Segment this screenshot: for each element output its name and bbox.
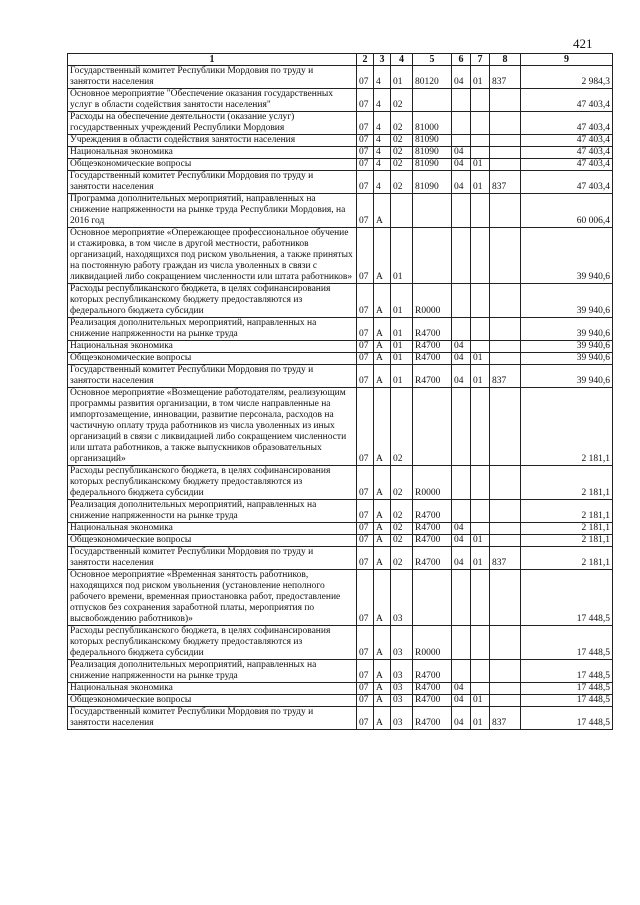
code-cell: 01	[471, 535, 490, 547]
code-cell: 81090	[413, 147, 452, 159]
code-cell: 02	[391, 388, 413, 466]
code-cell: R4700	[413, 500, 452, 523]
code-cell	[452, 500, 471, 523]
code-cell	[471, 660, 490, 683]
row-name-cell: Реализация дополнительных мероприятий, направленных на снижение напряженности на рынке труда	[68, 660, 357, 683]
code-cell	[471, 683, 490, 695]
code-cell	[452, 228, 471, 284]
code-cell: 04	[452, 66, 471, 89]
code-cell: 04	[452, 171, 471, 194]
code-cell: 07	[357, 535, 374, 547]
table-row	[68, 547, 613, 570]
code-cell: R4700	[413, 365, 452, 388]
table-row	[68, 365, 613, 388]
code-cell	[452, 570, 471, 626]
code-cell: А	[374, 388, 391, 466]
code-cell	[490, 353, 521, 365]
amount-cell: 39 940,6	[521, 341, 613, 353]
code-cell: 07	[357, 626, 374, 660]
amount-cell: 2 181,1	[521, 523, 613, 535]
code-cell	[490, 228, 521, 284]
amount-cell: 17 448,5	[521, 707, 613, 730]
code-cell: 04	[452, 353, 471, 365]
row-name-cell: Расходы республиканского бюджета, в целях софинансирования которых республиканскому бюджету предоставляются из федерального бюджета субсидии	[68, 284, 357, 318]
code-cell: 81090	[413, 171, 452, 194]
code-cell: 07	[357, 365, 374, 388]
code-cell: 02	[391, 171, 413, 194]
code-cell	[490, 388, 521, 466]
code-cell: R4700	[413, 318, 452, 341]
column-header-6: 6	[452, 54, 471, 66]
code-cell	[471, 228, 490, 284]
amount-cell: 39 940,6	[521, 353, 613, 365]
amount-cell: 47 403,4	[521, 159, 613, 171]
code-cell: 07	[357, 318, 374, 341]
amount-cell: 47 403,4	[521, 89, 613, 112]
code-cell: А	[374, 365, 391, 388]
table-row	[68, 353, 613, 365]
code-cell: 02	[391, 547, 413, 570]
row-name-cell: Общеэкономические вопросы	[68, 159, 357, 171]
code-cell: 04	[452, 695, 471, 707]
code-cell	[452, 284, 471, 318]
code-cell: 81000	[413, 112, 452, 135]
code-cell	[490, 135, 521, 147]
amount-cell: 2 181,1	[521, 466, 613, 500]
code-cell: R4700	[413, 707, 452, 730]
row-name-cell: Реализация дополнительных мероприятий, направленных на снижение напряженности на рынке труда	[68, 500, 357, 523]
code-cell	[490, 194, 521, 228]
code-cell: R4700	[413, 535, 452, 547]
amount-cell: 60 006,4	[521, 194, 613, 228]
code-cell: 01	[471, 66, 490, 89]
code-cell: 01	[471, 353, 490, 365]
row-name-cell: Расходы республиканского бюджета, в целях софинансирования которых республиканскому бюджету предоставляются из федерального бюджета субсидии	[68, 466, 357, 500]
code-cell: 4	[374, 112, 391, 135]
table-body	[68, 66, 613, 730]
code-cell: R4700	[413, 547, 452, 570]
code-cell: R4700	[413, 683, 452, 695]
column-header-9: 9	[521, 54, 613, 66]
code-cell: 4	[374, 147, 391, 159]
code-cell: 07	[357, 171, 374, 194]
code-cell: 04	[452, 365, 471, 388]
code-cell	[490, 695, 521, 707]
code-cell: 07	[357, 353, 374, 365]
code-cell: 01	[391, 365, 413, 388]
code-cell	[490, 683, 521, 695]
amount-cell: 47 403,4	[521, 135, 613, 147]
code-cell: А	[374, 318, 391, 341]
code-cell	[471, 388, 490, 466]
code-cell: 07	[357, 194, 374, 228]
amount-cell: 17 448,5	[521, 660, 613, 683]
table-row	[68, 135, 613, 147]
code-cell	[413, 194, 452, 228]
table-row	[68, 228, 613, 284]
code-cell: А	[374, 284, 391, 318]
column-header-1: 1	[68, 54, 357, 66]
code-cell: 07	[357, 660, 374, 683]
table-row	[68, 683, 613, 695]
row-name-cell: Основное мероприятие «Возмещение работодателям, реализующим программы развития организации, в том числе направленные на импортозамещение, инновации, развитие персонала, расходов на частичную оплату труда работников из числа уволенных из иных организаций в связи с ликвидацией либо сокращением численности или штата работников, а также выпускников образовательных организаций»	[68, 388, 357, 466]
code-cell: 81090	[413, 135, 452, 147]
amount-cell: 2 181,1	[521, 535, 613, 547]
table-row	[68, 707, 613, 730]
code-cell	[413, 388, 452, 466]
code-cell: 07	[357, 500, 374, 523]
amount-cell: 17 448,5	[521, 695, 613, 707]
row-name-cell: Государственный комитет Республики Мордовия по труду и занятости населения	[68, 171, 357, 194]
amount-cell: 39 940,6	[521, 365, 613, 388]
code-cell: А	[374, 695, 391, 707]
code-cell: R4700	[413, 341, 452, 353]
code-cell: 01	[391, 284, 413, 318]
code-cell: 04	[452, 707, 471, 730]
code-cell: 07	[357, 112, 374, 135]
code-cell	[471, 500, 490, 523]
code-cell: 4	[374, 89, 391, 112]
code-cell	[452, 89, 471, 112]
amount-cell: 2 181,1	[521, 388, 613, 466]
code-cell: 07	[357, 341, 374, 353]
code-cell	[471, 523, 490, 535]
code-cell: А	[374, 535, 391, 547]
table-row	[68, 159, 613, 171]
page-number: 421	[573, 36, 593, 51]
code-cell: 07	[357, 547, 374, 570]
table-header-row	[68, 54, 613, 66]
column-header-4: 4	[391, 54, 413, 66]
row-name-cell: Реализация дополнительных мероприятий, направленных на снижение напряженности на рынке труда	[68, 318, 357, 341]
code-cell: 01	[471, 171, 490, 194]
code-cell: 837	[490, 365, 521, 388]
column-header-2: 2	[357, 54, 374, 66]
code-cell	[471, 112, 490, 135]
code-cell: 04	[452, 159, 471, 171]
code-cell: 07	[357, 147, 374, 159]
code-cell	[471, 284, 490, 318]
code-cell: 01	[471, 695, 490, 707]
code-cell: 01	[471, 159, 490, 171]
amount-cell: 47 403,4	[521, 112, 613, 135]
code-cell: 01	[471, 707, 490, 730]
code-cell: 03	[391, 660, 413, 683]
amount-cell: 39 940,6	[521, 318, 613, 341]
code-cell: А	[374, 500, 391, 523]
code-cell: 80120	[413, 66, 452, 89]
code-cell: 01	[391, 318, 413, 341]
code-cell: 02	[391, 535, 413, 547]
column-header-5: 5	[413, 54, 452, 66]
code-cell	[471, 194, 490, 228]
code-cell: R0000	[413, 626, 452, 660]
table-row	[68, 112, 613, 135]
code-cell	[452, 318, 471, 341]
code-cell: 07	[357, 89, 374, 112]
code-cell: А	[374, 466, 391, 500]
code-cell: 4	[374, 171, 391, 194]
code-cell	[490, 535, 521, 547]
code-cell	[490, 89, 521, 112]
code-cell	[490, 466, 521, 500]
code-cell: R4700	[413, 695, 452, 707]
code-cell: 04	[452, 683, 471, 695]
row-name-cell: Государственный комитет Республики Мордовия по труду и занятости населения	[68, 547, 357, 570]
amount-cell: 17 448,5	[521, 570, 613, 626]
code-cell: 03	[391, 695, 413, 707]
code-cell	[452, 194, 471, 228]
code-cell: 02	[391, 89, 413, 112]
code-cell: 07	[357, 66, 374, 89]
table-row	[68, 500, 613, 523]
code-cell: 03	[391, 683, 413, 695]
code-cell: 04	[452, 535, 471, 547]
row-name-cell: Основное мероприятие «Опережающее профессиональное обучение и стажировка, в том числе в другой местности, работников организаций, находящихся под риском увольнения, а также принятых на постоянную работу граждан из числа уволенных в связи с ликвидацией либо сокращением численности или штата работников»	[68, 228, 357, 284]
code-cell	[490, 626, 521, 660]
row-name-cell: Национальная экономика	[68, 523, 357, 535]
code-cell: 837	[490, 66, 521, 89]
row-name-cell: Основное мероприятие "Обеспечение оказания государственных услуг в области содействия занятости населения"	[68, 89, 357, 112]
code-cell: А	[374, 353, 391, 365]
table-row	[68, 171, 613, 194]
code-cell: 02	[391, 523, 413, 535]
code-cell: R0000	[413, 466, 452, 500]
code-cell: R4700	[413, 353, 452, 365]
code-cell	[391, 194, 413, 228]
code-cell: 03	[391, 707, 413, 730]
table-row	[68, 318, 613, 341]
amount-cell: 2 181,1	[521, 547, 613, 570]
code-cell: А	[374, 523, 391, 535]
code-cell: 07	[357, 570, 374, 626]
code-cell: 02	[391, 147, 413, 159]
code-cell: 07	[357, 707, 374, 730]
amount-cell: 47 403,4	[521, 171, 613, 194]
code-cell: 02	[391, 135, 413, 147]
code-cell: 07	[357, 284, 374, 318]
code-cell	[490, 500, 521, 523]
code-cell	[413, 570, 452, 626]
row-name-cell: Национальная экономика	[68, 147, 357, 159]
code-cell	[471, 570, 490, 626]
code-cell	[452, 112, 471, 135]
code-cell: 02	[391, 466, 413, 500]
code-cell: А	[374, 194, 391, 228]
table-row	[68, 388, 613, 466]
code-cell	[490, 159, 521, 171]
code-cell: А	[374, 683, 391, 695]
code-cell: 07	[357, 683, 374, 695]
code-cell	[471, 135, 490, 147]
code-cell	[471, 89, 490, 112]
code-cell	[413, 228, 452, 284]
row-name-cell: Общеэкономические вопросы	[68, 695, 357, 707]
code-cell: 07	[357, 388, 374, 466]
table-row	[68, 695, 613, 707]
code-cell	[471, 341, 490, 353]
table-row	[68, 89, 613, 112]
code-cell: А	[374, 660, 391, 683]
table-row	[68, 535, 613, 547]
code-cell	[490, 570, 521, 626]
code-cell: 01	[391, 341, 413, 353]
code-cell: 04	[452, 147, 471, 159]
code-cell: А	[374, 228, 391, 284]
amount-cell: 2 984,3	[521, 66, 613, 89]
amount-cell: 17 448,5	[521, 683, 613, 695]
table-row	[68, 66, 613, 89]
amount-cell: 2 181,1	[521, 500, 613, 523]
code-cell	[452, 626, 471, 660]
column-header-8: 8	[490, 54, 521, 66]
code-cell: 07	[357, 135, 374, 147]
code-cell: 4	[374, 135, 391, 147]
amount-cell: 17 448,5	[521, 626, 613, 660]
code-cell: 837	[490, 707, 521, 730]
code-cell: 837	[490, 547, 521, 570]
table-row	[68, 194, 613, 228]
code-cell	[490, 660, 521, 683]
code-cell: 07	[357, 695, 374, 707]
code-cell	[452, 660, 471, 683]
code-cell: 01	[391, 353, 413, 365]
code-cell: А	[374, 707, 391, 730]
row-name-cell: Учреждения в области содействия занятости населения	[68, 135, 357, 147]
code-cell	[490, 523, 521, 535]
code-cell: 4	[374, 66, 391, 89]
code-cell	[490, 147, 521, 159]
code-cell: 837	[490, 171, 521, 194]
code-cell: 01	[391, 228, 413, 284]
code-cell: А	[374, 341, 391, 353]
code-cell	[471, 466, 490, 500]
table-row	[68, 341, 613, 353]
row-name-cell: Расходы на обеспечение деятельности (оказание услуг) государственных учреждений Республики Мордовия	[68, 112, 357, 135]
column-header-3: 3	[374, 54, 391, 66]
row-name-cell: Общеэкономические вопросы	[68, 353, 357, 365]
code-cell: 03	[391, 626, 413, 660]
code-cell: R4700	[413, 523, 452, 535]
code-cell	[490, 284, 521, 318]
code-cell: 01	[391, 66, 413, 89]
table-row	[68, 147, 613, 159]
budget-table	[67, 53, 613, 730]
code-cell: 07	[357, 159, 374, 171]
code-cell: 81090	[413, 159, 452, 171]
table-row	[68, 466, 613, 500]
code-cell: 07	[357, 228, 374, 284]
code-cell: А	[374, 570, 391, 626]
code-cell	[471, 318, 490, 341]
code-cell: R4700	[413, 660, 452, 683]
code-cell: 4	[374, 159, 391, 171]
code-cell	[452, 388, 471, 466]
column-header-7: 7	[471, 54, 490, 66]
code-cell	[490, 318, 521, 341]
code-cell: 02	[391, 159, 413, 171]
code-cell: R0000	[413, 284, 452, 318]
row-name-cell: Государственный комитет Республики Мордовия по труду и занятости населения	[68, 66, 357, 89]
code-cell: 07	[357, 523, 374, 535]
row-name-cell: Национальная экономика	[68, 341, 357, 353]
code-cell: 04	[452, 547, 471, 570]
code-cell	[413, 89, 452, 112]
code-cell	[452, 466, 471, 500]
row-name-cell: Программа дополнительных мероприятий, направленных на снижение напряженности на рынке труда Республики Мордовия, на 2016 год	[68, 194, 357, 228]
amount-cell: 39 940,6	[521, 228, 613, 284]
table-row	[68, 570, 613, 626]
code-cell: 04	[452, 523, 471, 535]
table-row	[68, 523, 613, 535]
row-name-cell: Общеэкономические вопросы	[68, 535, 357, 547]
code-cell	[471, 147, 490, 159]
code-cell	[490, 341, 521, 353]
row-name-cell: Расходы республиканского бюджета, в целях софинансирования которых республиканскому бюджету предоставляются из федерального бюджета субсидии	[68, 626, 357, 660]
code-cell	[471, 626, 490, 660]
amount-cell: 39 940,6	[521, 284, 613, 318]
row-name-cell: Основное мероприятие «Временная занятость работников, находящихся под риском увольнения (установление неполного рабочего времени, временная приостановка работ, предоставление отпусков без сохранения заработной платы, мероприятия по высвобождению работников)»	[68, 570, 357, 626]
code-cell: 01	[471, 365, 490, 388]
code-cell: 02	[391, 112, 413, 135]
code-cell: А	[374, 626, 391, 660]
code-cell: 04	[452, 341, 471, 353]
table-row	[68, 660, 613, 683]
row-name-cell: Государственный комитет Республики Мордовия по труду и занятости населения	[68, 365, 357, 388]
code-cell	[490, 112, 521, 135]
row-name-cell: Государственный комитет Республики Мордовия по труду и занятости населения	[68, 707, 357, 730]
code-cell: 02	[391, 500, 413, 523]
amount-cell: 47 403,4	[521, 147, 613, 159]
code-cell: 07	[357, 466, 374, 500]
code-cell: 03	[391, 570, 413, 626]
table-row	[68, 626, 613, 660]
code-cell: 01	[471, 547, 490, 570]
code-cell: А	[374, 547, 391, 570]
row-name-cell: Национальная экономика	[68, 683, 357, 695]
code-cell	[452, 135, 471, 147]
table-row	[68, 284, 613, 318]
